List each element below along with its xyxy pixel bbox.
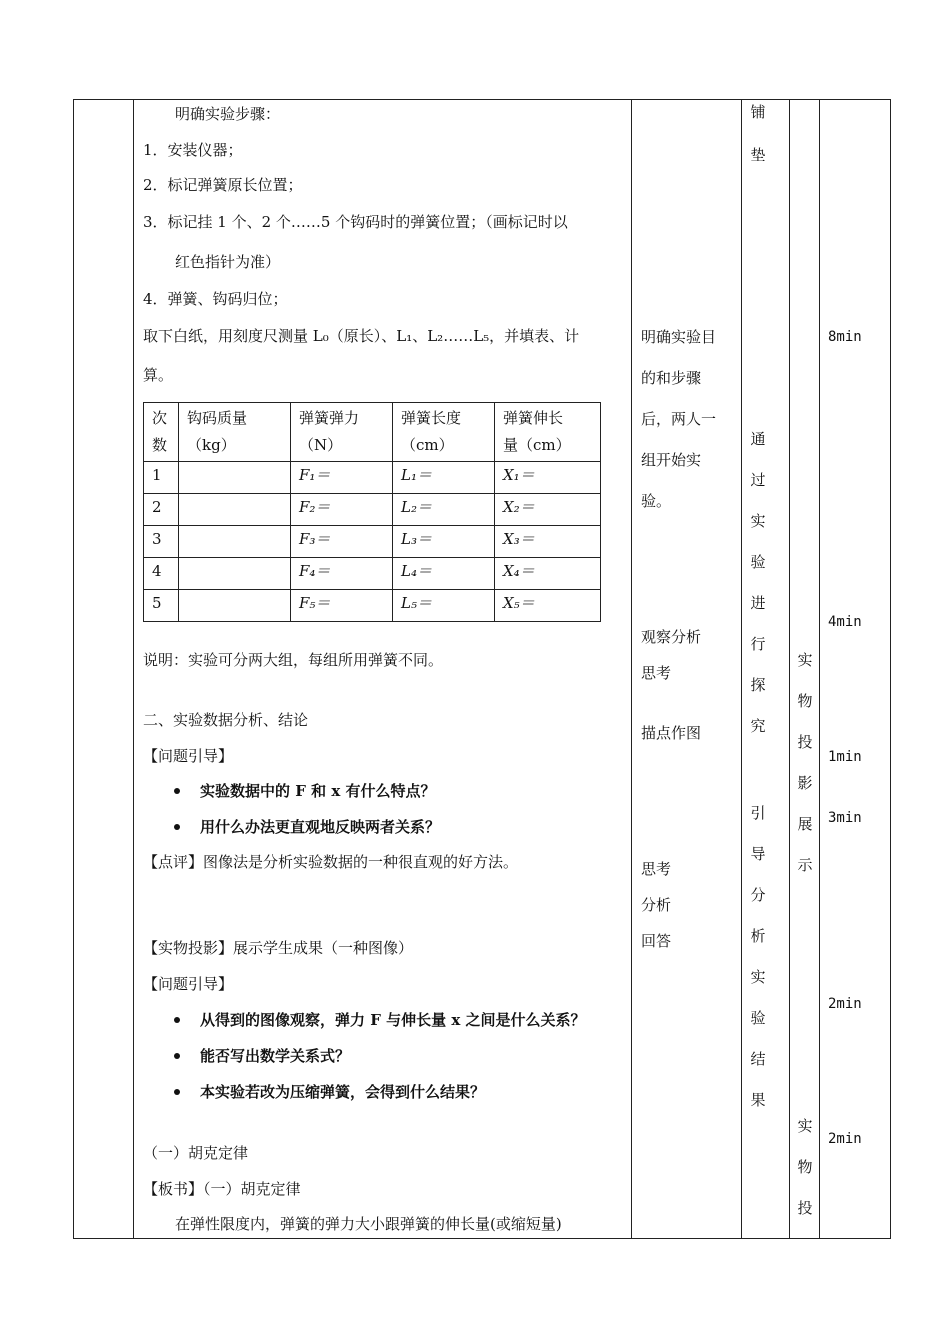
time-allocation: 3min — [828, 810, 862, 826]
intent-char: 铺 — [750, 103, 766, 121]
comment-text: 【点评】图像法是分析实验数据的一种很直观的好方法。 — [143, 853, 519, 871]
cell-length: L₂＝ — [393, 494, 495, 526]
cell-force: F₂＝ — [291, 494, 393, 526]
cell-index: 2 — [144, 494, 179, 526]
guide-question: 从得到的图像观察，弹力 F 与伸长量 x 之间是什么关系？ — [200, 1011, 586, 1029]
time-allocation: 2min — [828, 996, 862, 1012]
student-activity: 明确实验目 — [641, 328, 717, 346]
cell-index: 3 — [144, 526, 179, 558]
student-activity: 观察分析 — [641, 628, 702, 646]
media-char: 示 — [797, 856, 813, 874]
table-row — [144, 526, 601, 558]
table-row — [144, 494, 601, 526]
time-allocation: 2min — [828, 1131, 862, 1147]
steps-heading: 明确实验步骤： — [175, 105, 281, 123]
cell-force: F₃＝ — [291, 526, 393, 558]
guide-question: 实验数据中的 F 和 x 有什么特点？ — [200, 782, 436, 800]
hooke-title: （一）胡克定律 — [143, 1144, 249, 1162]
step-3-line1: 3．标记挂 1 个、2 个……5 个钩码时的弹簧位置；（画标记时以 — [143, 213, 568, 231]
intent-char: 实 — [750, 512, 766, 530]
step-2: 2．标记弹簧原长位置； — [143, 176, 303, 194]
cell-force: F₅＝ — [291, 590, 393, 622]
column-divider — [819, 99, 820, 1239]
table-top-border — [73, 99, 891, 100]
student-activity: 组开始实 — [641, 451, 702, 469]
cell-extension: X₄＝ — [495, 558, 601, 590]
table-header-row — [144, 403, 601, 462]
board-text: 【板书】（一）胡克定律 — [143, 1180, 301, 1198]
guide-question: 本实验若改为压缩弹簧，会得到什么结果？ — [200, 1083, 486, 1101]
media-char: 实 — [797, 651, 813, 669]
cell-mass — [179, 590, 291, 622]
question-guide-label: 【问题引导】 — [143, 975, 234, 993]
student-activity: 后，两人一 — [641, 410, 717, 428]
header-length: 弹簧长度 （cm） — [393, 403, 495, 462]
student-activity: 描点作图 — [641, 724, 702, 742]
table-row — [144, 462, 601, 494]
media-char: 实 — [797, 1117, 813, 1135]
intent-char: 结 — [750, 1050, 766, 1068]
table-bottom-border — [73, 1238, 891, 1239]
question-guide-label: 【问题引导】 — [143, 747, 234, 765]
section-heading: 二、实验数据分析、结论 — [143, 711, 309, 729]
intent-char: 实 — [750, 968, 766, 986]
cell-length: L₅＝ — [393, 590, 495, 622]
student-activity: 思考 — [641, 860, 672, 878]
bullet-icon — [174, 1053, 180, 1059]
bullet-icon — [174, 1089, 180, 1095]
student-activity: 验。 — [641, 492, 672, 510]
intent-char: 果 — [750, 1091, 766, 1109]
hooke-law-text: 在弹性限度内，弹簧的弹力大小跟弹簧的伸长量(或缩短量) — [175, 1215, 562, 1233]
header-force: 弹簧弹力 （N） — [291, 403, 393, 462]
intent-char: 析 — [750, 927, 766, 945]
guide-question: 能否写出数学关系式？ — [200, 1047, 351, 1065]
cell-extension: X₁＝ — [495, 462, 601, 494]
column-divider — [631, 99, 632, 1239]
cell-force: F₁＝ — [291, 462, 393, 494]
bullet-icon — [174, 788, 180, 794]
media-char: 投 — [797, 1199, 813, 1217]
media-char: 物 — [797, 692, 813, 710]
time-allocation: 1min — [828, 749, 862, 765]
cell-force: F₄＝ — [291, 558, 393, 590]
header-mass: 钩码质量 （kg） — [179, 403, 291, 462]
intent-char: 分 — [750, 886, 766, 904]
cell-extension: X₅＝ — [495, 590, 601, 622]
cell-mass — [179, 494, 291, 526]
column-divider — [890, 99, 891, 1239]
column-divider — [73, 99, 74, 1239]
cell-mass — [179, 558, 291, 590]
intent-char: 究 — [750, 717, 766, 735]
header-times: 次 数 — [144, 403, 179, 462]
cell-index: 1 — [144, 462, 179, 494]
bullet-icon — [174, 1017, 180, 1023]
intent-char: 行 — [750, 635, 766, 653]
column-divider — [789, 99, 790, 1239]
intent-char: 导 — [750, 845, 766, 863]
step-4: 4．弹簧、钩码归位； — [143, 290, 288, 308]
intent-char: 进 — [750, 594, 766, 612]
intent-char: 验 — [750, 553, 766, 571]
cell-mass — [179, 526, 291, 558]
step-1: 1．安装仪器； — [143, 141, 243, 159]
data-table — [143, 402, 601, 622]
bullet-icon — [174, 824, 180, 830]
cell-extension: X₂＝ — [495, 494, 601, 526]
media-char: 影 — [797, 774, 813, 792]
media-char: 展 — [797, 815, 813, 833]
cell-index: 5 — [144, 590, 179, 622]
media-char: 投 — [797, 733, 813, 751]
cell-extension: X₃＝ — [495, 526, 601, 558]
cell-length: L₁＝ — [393, 462, 495, 494]
table-row — [144, 590, 601, 622]
column-divider — [741, 99, 742, 1239]
intent-char: 过 — [750, 471, 766, 489]
intent-char: 引 — [750, 804, 766, 822]
cell-index: 4 — [144, 558, 179, 590]
table-row — [144, 558, 601, 590]
measure-line1: 取下白纸，用刻度尺测量 L₀（原长）、L₁、L₂……L₅，并填表、计 — [143, 327, 580, 345]
intent-char: 验 — [750, 1009, 766, 1027]
cell-mass — [179, 462, 291, 494]
time-allocation: 4min — [828, 614, 862, 630]
header-extension: 弹簧伸长 量（cm） — [495, 403, 601, 462]
student-activity: 回答 — [641, 932, 672, 950]
note-text: 说明：实验可分两大组，每组所用弹簧不同。 — [143, 651, 444, 669]
step-3-line2: 红色指针为准） — [175, 253, 281, 271]
student-activity: 分析 — [641, 896, 672, 914]
cell-length: L₄＝ — [393, 558, 495, 590]
time-allocation: 8min — [828, 329, 862, 345]
student-activity: 的和步骤 — [641, 369, 702, 387]
measure-line2: 算。 — [143, 366, 174, 384]
projection-text: 【实物投影】展示学生成果（一种图像） — [143, 939, 414, 957]
cell-length: L₃＝ — [393, 526, 495, 558]
column-divider — [133, 99, 134, 1239]
intent-char: 垫 — [750, 146, 766, 164]
intent-char: 探 — [750, 676, 766, 694]
intent-char: 通 — [750, 430, 766, 448]
student-activity: 思考 — [641, 664, 672, 682]
media-char: 物 — [797, 1158, 813, 1176]
guide-question: 用什么办法更直观地反映两者关系？ — [200, 818, 441, 836]
